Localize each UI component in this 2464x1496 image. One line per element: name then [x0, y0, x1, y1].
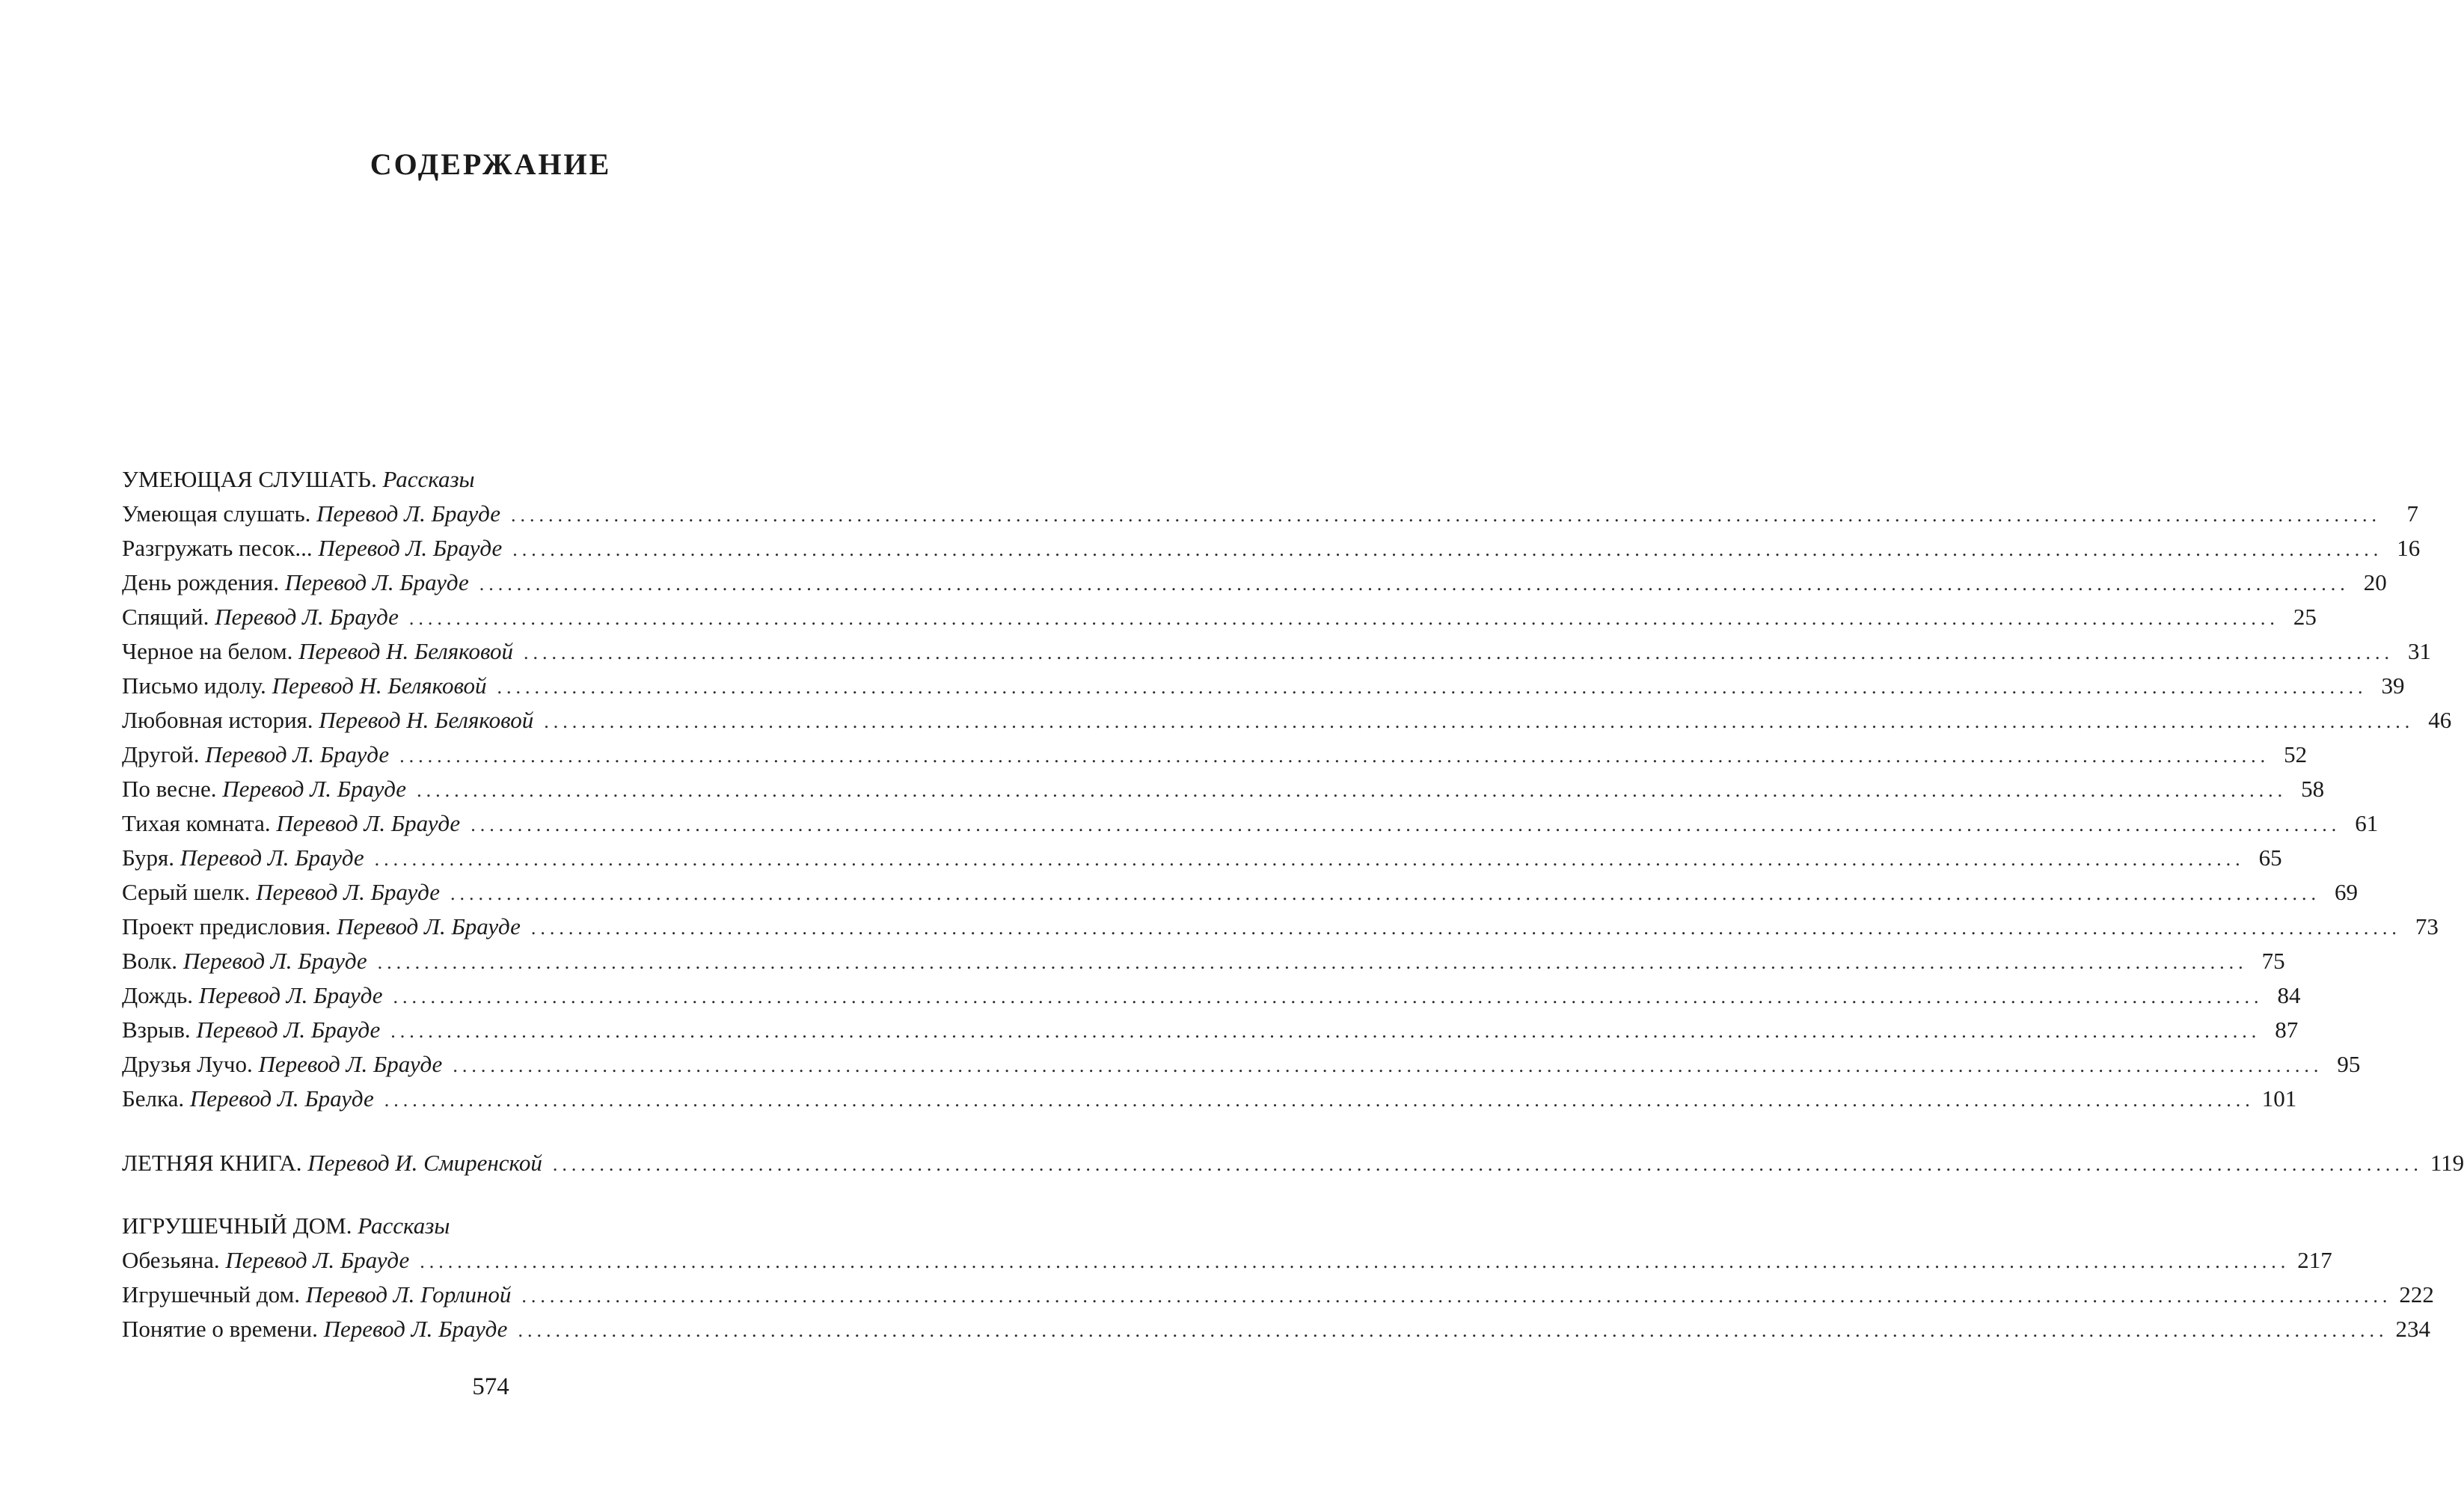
entry-title: Умеющая слушать. — [122, 500, 311, 527]
entry-page: 222 — [2399, 1281, 2434, 1308]
section-entries — [122, 497, 2452, 1116]
entry-translator: Перевод Л. Брауде — [225, 1247, 410, 1273]
entry-translator: Перевод Л. Брауде — [189, 1085, 374, 1112]
leader-dots: ........................................................................................................................................................................................................ — [377, 951, 2248, 973]
toc-entry — [122, 738, 2308, 772]
section-title: ИГРУШЕЧНЫЙ ДОМ. — [122, 1213, 352, 1239]
page-title: СОДЕРЖАНИЕ — [370, 147, 612, 181]
leader-dots: ........................................................................................................................................................................................................ — [552, 1153, 2423, 1175]
entry-translator: Перевод Л. Брауде — [323, 1316, 508, 1342]
leader-dots: ........................................................................................................................................................................................................ — [453, 1055, 2323, 1076]
entry-title: Взрыв. — [122, 1017, 191, 1043]
entry-page: 65 — [2258, 844, 2282, 871]
entry-page: 58 — [2301, 776, 2325, 802]
entry-title: Понятие о времени. — [122, 1316, 318, 1342]
toc-entry — [122, 1312, 2430, 1346]
entry-translator: Перевод Л. Брауде — [180, 844, 364, 871]
leader-dots: ........................................................................................................................................................................................................ — [390, 1020, 2261, 1042]
entry-page: 31 — [2408, 638, 2432, 664]
entry-title: По весне. — [122, 776, 217, 802]
entry-page: 119 — [2430, 1150, 2464, 1176]
entry-title: Тихая комната. — [122, 810, 271, 836]
entry-page: 234 — [2395, 1316, 2430, 1342]
leader-dots: ........................................................................................................................................................................................................ — [518, 1319, 2388, 1341]
section-entries — [122, 1243, 2434, 1346]
leader-dots: ........................................................................................................................................................................................................ — [497, 676, 2368, 698]
leader-dots: ........................................................................................................................................................................................................ — [530, 917, 2401, 939]
entry-title: Буря. — [122, 844, 175, 871]
leader-dots: ........................................................................................................................................................................................................ — [544, 711, 2415, 732]
entry-title: Волк. — [122, 948, 178, 974]
entry-page: 52 — [2284, 741, 2308, 767]
entry-title: Проект предисловия. — [122, 913, 331, 939]
toc-entry — [122, 600, 2317, 634]
toc-entry — [122, 531, 2421, 565]
entry-translator: Перевод Л. Брауде — [256, 879, 440, 905]
entry-page: 95 — [2337, 1051, 2361, 1077]
toc-entry — [122, 1047, 2361, 1082]
section-genre: Рассказы — [358, 1213, 450, 1239]
leader-dots: ........................................................................................................................................................................................................ — [471, 814, 2341, 836]
entry-title: ЛЕТНЯЯ КНИГА. — [122, 1150, 302, 1176]
section-heading — [122, 462, 877, 497]
leader-dots: ........................................................................................................................................................................................................ — [510, 504, 2381, 526]
entry-translator: Перевод Л. Брауде — [183, 948, 367, 974]
entry-translator: Перевод Л. Брауде — [337, 913, 521, 939]
leader-dots: ........................................................................................................................................................................................................ — [408, 607, 2279, 629]
toc-entry — [122, 634, 2432, 669]
toc-entry — [122, 703, 2452, 738]
toc-entry — [122, 1278, 2434, 1312]
entry-translator: Перевод Л. Брауде — [318, 535, 503, 561]
leader-dots: ........................................................................................................................................................................................................ — [393, 986, 2264, 1008]
entry-page: 217 — [2297, 1247, 2332, 1273]
toc-entry — [122, 944, 2285, 978]
entry-page: 39 — [2381, 672, 2405, 699]
entry-translator: Перевод Н. Беляковой — [319, 707, 534, 733]
section-title: УМЕЮЩАЯ СЛУШАТЬ. — [122, 466, 377, 492]
entry-title: Белка. — [122, 1085, 185, 1112]
entry-page: 25 — [2293, 604, 2317, 630]
entry-title: Письмо идолу. — [122, 672, 266, 699]
entry-page: 16 — [2397, 535, 2421, 561]
entry-translator: Перевод Л. Брауде — [222, 776, 407, 802]
entry-translator: Перевод И. Смиренской — [307, 1150, 542, 1176]
toc-entry — [122, 875, 2358, 910]
entry-title: Черное на белом. — [122, 638, 293, 664]
entry-title: Спящий. — [122, 604, 209, 630]
toc-entry — [122, 1013, 2299, 1047]
toc-entry — [122, 1082, 2297, 1116]
leader-dots: ........................................................................................................................................................................................................ — [524, 642, 2394, 663]
entry-page: 101 — [2261, 1085, 2297, 1112]
entry-page: 46 — [2428, 707, 2452, 733]
section-genre: Рассказы — [382, 466, 475, 492]
entry-translator: Перевод Л. Брауде — [284, 569, 469, 595]
entry-title: Разгружать песок... — [122, 535, 313, 561]
toc-entry — [122, 772, 2325, 806]
leader-dots: ........................................................................................................................................................................................................ — [479, 573, 2350, 595]
entry-title: Любовная история. — [122, 707, 313, 733]
toc-entry — [122, 910, 2439, 944]
leader-dots: ........................................................................................................................................................................................................ — [417, 779, 2287, 801]
entry-title: Друзья Лучо. — [122, 1051, 253, 1077]
entry-title: День рождения. — [122, 569, 280, 595]
entry-title: Игрушечный дом. — [122, 1281, 300, 1308]
toc-entry — [122, 565, 2387, 600]
toc-entry — [122, 1243, 2332, 1278]
entry-title: Серый шелк. — [122, 879, 251, 905]
entry-page: 7 — [2406, 500, 2418, 527]
entry-title: Дождь. — [122, 982, 193, 1008]
entry-page: 69 — [2335, 879, 2358, 905]
entry-translator: Перевод Н. Беляковой — [272, 672, 487, 699]
leader-dots: ........................................................................................................................................................................................................ — [420, 1251, 2290, 1272]
table-of-contents — [122, 462, 2464, 1346]
entry-page: 87 — [2275, 1017, 2299, 1043]
leader-dots: ........................................................................................................................................................................................................ — [521, 1285, 2392, 1307]
toc-entry — [122, 806, 2379, 841]
leader-dots: ........................................................................................................................................................................................................ — [374, 848, 2245, 870]
entry-page: 20 — [2363, 569, 2387, 595]
leader-dots: ........................................................................................................................................................................................................ — [384, 1089, 2255, 1111]
entry-translator: Перевод Л. Брауде — [316, 500, 500, 527]
entry-translator: Перевод Л. Брауде — [258, 1051, 443, 1077]
entry-title: Другой. — [122, 741, 200, 767]
entry-page: 73 — [2415, 913, 2439, 939]
entry-page: 61 — [2355, 810, 2379, 836]
entry-title: Обезьяна. — [122, 1247, 220, 1273]
leader-dots: ........................................................................................................................................................................................................ — [399, 745, 2270, 767]
leader-dots: ........................................................................................................................................................................................................ — [512, 539, 2383, 560]
entry-translator: Перевод Л. Брауде — [215, 604, 399, 630]
entry-translator: Перевод Л. Брауде — [205, 741, 390, 767]
entry-translator: Перевод Л. Брауде — [198, 982, 383, 1008]
entry-page: 75 — [2261, 948, 2285, 974]
entry-page: 84 — [2277, 982, 2301, 1008]
entry-translator: Перевод Л. Брауде — [196, 1017, 381, 1043]
toc-entry — [122, 497, 2418, 531]
leader-dots: ........................................................................................................................................................................................................ — [450, 883, 2320, 904]
entry-translator: Перевод Н. Беляковой — [298, 638, 514, 664]
page-number: 574 — [472, 1373, 509, 1400]
toc-entry — [122, 978, 2301, 1013]
entry-translator: Перевод Л. Горлиной — [305, 1281, 512, 1308]
toc-entry — [122, 669, 2405, 703]
toc-entry — [122, 1146, 2464, 1180]
entry-translator: Перевод Л. Брауде — [276, 810, 461, 836]
section-heading — [122, 1209, 877, 1243]
toc-entry — [122, 841, 2282, 875]
